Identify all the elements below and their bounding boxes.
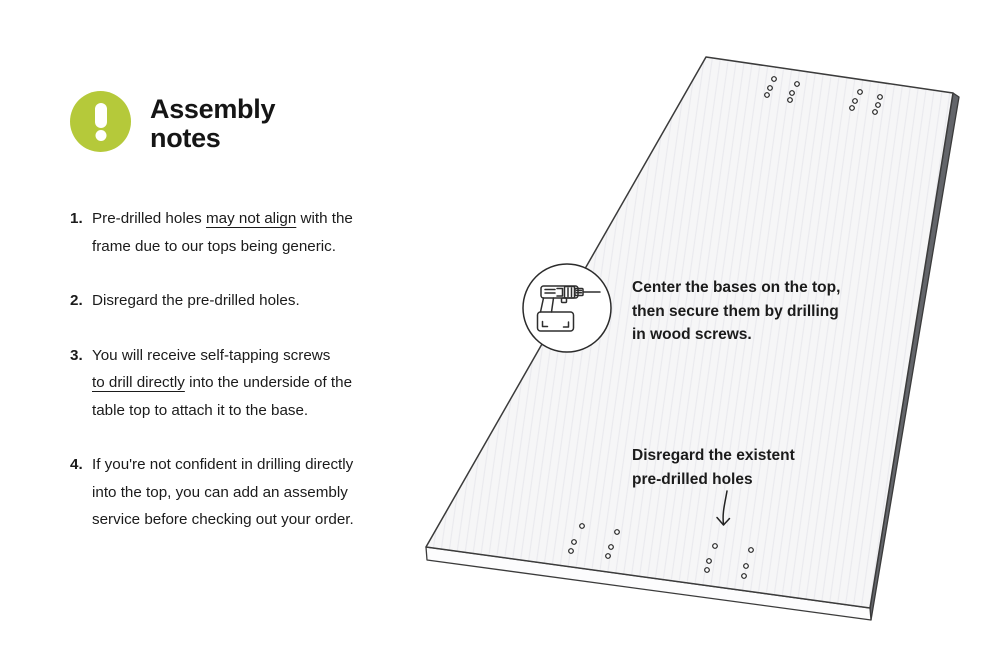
assembly-notes-list [70, 205, 410, 534]
callout-line: Center the bases on the top, [632, 279, 841, 296]
callout-line: pre-drilled holes [632, 470, 753, 488]
note-line [92, 369, 352, 397]
note-text-underlined: to drill directly [92, 374, 185, 391]
note-line [92, 451, 354, 479]
note-text: into the top, you can add an assembly [92, 483, 348, 501]
note-line [92, 506, 354, 534]
note-number: 3. [70, 346, 83, 364]
note-item-3 [70, 342, 410, 425]
callout-line: Disregard the existent [632, 447, 795, 464]
note-number: 4. [70, 456, 83, 473]
exclamation-dot [95, 130, 106, 141]
note-text: table top to attach it to the base. [92, 401, 309, 419]
note-item-4 [70, 451, 410, 534]
note-body [92, 205, 353, 260]
note-line [92, 397, 352, 425]
note-line [92, 479, 354, 507]
note-text: Pre-drilled holes [92, 210, 206, 227]
note-text: service before checking out your order. [92, 511, 354, 528]
note-text: Disregard the pre-drilled holes. [92, 292, 300, 309]
note-number: 2. [70, 292, 83, 309]
note-line [92, 342, 352, 370]
note-item-1 [70, 205, 410, 260]
drill-callout-text [632, 276, 840, 347]
note-line [92, 287, 300, 315]
note-line [92, 233, 353, 261]
page-title-line-2: notes [150, 123, 221, 153]
page-title-line-1: Assembly [150, 94, 276, 124]
callout-line: then secure them by drilling [632, 302, 839, 320]
note-text: You will receive self-tapping screws [92, 346, 331, 364]
note-text-underlined: may not align [205, 210, 297, 227]
note-body [92, 451, 354, 534]
note-body [92, 342, 352, 425]
note-text: If you're not confident in drilling directly [92, 456, 354, 473]
holes-callout-text [632, 444, 795, 491]
note-text: into the underside of the [184, 374, 353, 391]
drill-callout-bubble [523, 264, 611, 352]
page-title [150, 95, 275, 153]
note-text: frame due to our tops being generic. [92, 237, 336, 255]
note-body [92, 287, 300, 315]
exclamation-bar [95, 103, 107, 128]
note-text: with the [296, 210, 353, 227]
callout-line: in wood screws. [632, 326, 752, 344]
note-number: 1. [70, 210, 83, 227]
note-line [92, 205, 353, 233]
exclamation-icon [70, 91, 131, 152]
note-item-2 [70, 287, 410, 315]
